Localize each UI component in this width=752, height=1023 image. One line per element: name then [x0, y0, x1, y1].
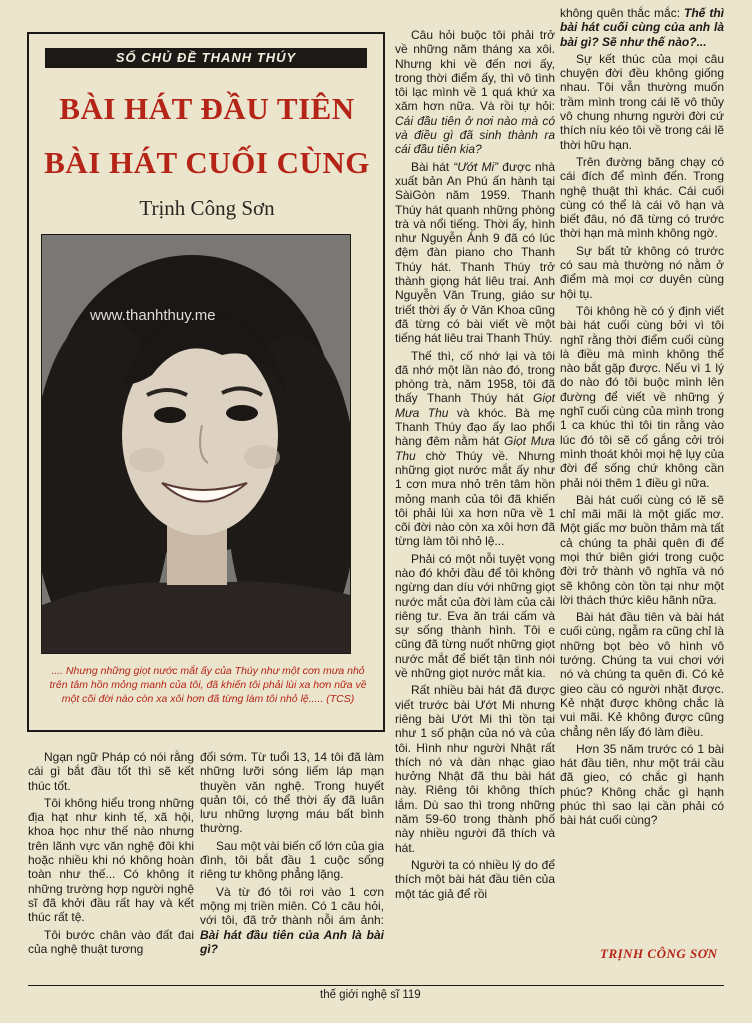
paragraph: Ngạn ngữ Pháp có nói rằng cái gì bắt đầu tốt thì sẽ kết thúc tốt.	[28, 750, 194, 793]
text-run: chờ Thúy về. Nhưng những giọt nước mắt ấy như 1 cơn mưa nhỏ trên tâm hồn mỏng manh của tôi đã khiến tôi phải lùi xa hơn nữa về 1 cõi đời nào còn xa xôi hơn đã từng làm tôi nhỏ lệ...	[395, 448, 555, 549]
paragraph	[395, 28, 555, 157]
article-column-3	[395, 28, 555, 904]
paragraph: Tôi bước chân vào đất đai của nghệ thuật tương	[28, 927, 194, 956]
author-byline: Trịnh Công Sơn	[139, 196, 275, 220]
paragraph: Tôi không hề có ý định viết bài hát cuối cùng bởi vì tôi nghĩ rằng thời điểm cuối cùng là điều mà mình không thể nào bắt gặp được. Nếu vì 1 lý do nào đó tôi buộc mình lên đường để viết về những ý nghĩ cuối cùng của mình trong 1 ca khúc thì tôi tin rằng vào lúc đó tôi sẽ cố gắng cởi trói mình thoát khỏi mọi hệ lụy của đời để sống chứ không cần phải nói thêm 1 điều gì nữa.	[560, 303, 724, 490]
footer-divider	[28, 985, 724, 986]
feature-box	[27, 32, 385, 732]
text-run: được nhà xuất bản An Phú ấn hành tại SàiGòn năm 1959. Thanh Thúy hát quanh những phòng trà và nổi tiếng. Thời ấy, hình như Nguyễn Ánh 9 đã có lúc đệm đàn piano cho Thanh Thúy hát. Thanh Thúy trở thành giọng hát liêu trai. Anh Nguyễn Văn Trung, giáo sư triết thời ấy ở Văn Khoa cũng đã từng có bài viết về một tiếng hát liêu trai Thanh Thúy.	[395, 159, 555, 346]
paragraph: Tôi không hiểu trong những địa hạt như kinh tế, xã hội, khoa học như thế nào nhưng trên lãnh vực văn nghệ đôi khi hoặc nhiều khi nó không hoàn toàn như thế... Có không ít những trường hợp người nghệ sĩ đã khởi đầu rất hay và kết thúc rất tệ.	[28, 795, 194, 925]
title-line-2: BÀI HÁT CUỐI CÙNG	[44, 145, 370, 180]
article-column-4	[560, 6, 724, 831]
paragraph: Sự bất tử không có trước có sau mà thường nó nằm ở điểm mà mọi cơ duyên cùng hội tụ.	[560, 243, 724, 301]
song-title: Giọt Mưa Thu	[395, 391, 555, 420]
emphasis-question: Thế thì bài hát cuối cùng của anh là bài gì? Sẽ như thế nào?...	[560, 6, 724, 49]
text-run: không quên thắc mắc:	[560, 6, 685, 20]
song-title: Giọt Mưa Thu	[395, 434, 555, 463]
emphasis-question: Bài hát đầu tiên của Anh là bài gì?	[200, 927, 384, 956]
photo-caption: .... Nhưng những giọt nước mắt ấy của Thúy như một cơn mưa nhỏ trên tâm hồn mỏng manh của tôi, đã khiến tôi phải lùi xa hơn nữa về một cõi đời nào còn xa xôi hơn đã từng làm tôi nhỏ lệ..... (TCS)	[49, 665, 367, 705]
series-label: SỐ CHỦ ĐỀ THANH THÚY	[45, 48, 367, 68]
emphasis-text: Cái đầu tiên ở nơi nào mà có và điều gì đã sinh thành ra cái đầu tiên kia?	[395, 113, 555, 157]
paragraph: Sự kết thúc của mọi câu chuyện đời đều không giống nhau. Tôi vẫn thường muốn trầm mình trong cái lẽ vô thủy vô chung nhưng người đời cứ thích níu kéo tôi về trong cái lẽ thời hữu hạn.	[560, 51, 724, 152]
paragraph: Trên đường băng chạy có cái đích để mình đến. Trong nghệ thuật thì khác. Cái cuối cùng có thể là cái vô hạn và biết đâu, nó đã từng có trước thời hạn mà mình không ngờ.	[560, 154, 724, 241]
text-run: Câu hỏi buộc tôi phải trở về những năm tháng xa xôi. Nhưng khi về đến nơi ấy, trong thời điểm ấy, thì vô tình tôi lạc mình về 1 quá khứ xa xăm hơn nữa. Và rồi tự hỏi:	[395, 28, 555, 114]
article-column-2	[200, 750, 384, 959]
paragraph: Phải có một nỗi tuyệt vọng nào đó khởi đầu để tôi không ngừng dan díu với những giọt nước mắt của đời làm của cải riêng tư. Eva ăn trái cấm và sự sống thành hình. Tôi e cũng đã từng nuốt những giọt nước mắt để biết tận tình nói về những giọt nước mắt kia.	[395, 551, 555, 681]
text-run: Bài hát	[411, 159, 454, 174]
watermark-text: www.thanhthuy.me	[90, 307, 216, 324]
paragraph: Sau một vài biến cố lớn của gia đình, tôi bắt đầu 1 cuộc sống riêng tư không phẳng lặng.	[200, 838, 384, 882]
paragraph	[395, 160, 555, 346]
article-column-1	[28, 750, 194, 959]
paragraph: Bài hát đầu tiên và bài hát cuối cùng, ngẫm ra cũng chỉ là những bọt bèo vô hình vô tướng. Chúng ta vui chơi với nó và chúng ta quên đi. Có kẻ gieo cầu có người nhặt được. Kẻ nhặt được không chắc là vui mãi. Kẻ không được cũng chẳng nên lấy đó làm điều.	[560, 610, 724, 739]
paragraph: đối sớm. Từ tuổi 13, 14 tôi đã làm những lưỡi sóng liếm láp mạn thuyền văn nghệ. Trong huyết quản tôi, có thể thời ấy đã luân lưu những lượng máu bất bình thường.	[200, 750, 384, 836]
title-line-1: BÀI HÁT ĐẦU TIÊN	[59, 91, 355, 126]
text-run: Thế thì, cố nhớ lại và tôi đã nhớ một lần nào đó, trong phòng trà, năm 1958, tôi đã thấy Thanh Thúy hát	[395, 348, 555, 406]
author-signature: TRỊNH CÔNG SƠN	[600, 946, 718, 961]
paragraph	[200, 885, 384, 956]
text-run: Và từ đó tôi rơi vào 1 cơn mộng mị triền miên. Có 1 câu hỏi, với tôi, đã trở thành nỗi ám ảnh:	[200, 884, 384, 928]
page-footer: thế giới nghệ sĩ 119	[320, 989, 421, 1001]
paragraph: Người ta có nhiều lý do để thích một bài hát đầu tiên của một tác giả để rồi	[395, 857, 555, 901]
paragraph: Hơn 35 năm trước có 1 bài hát đầu tiên, như một trái cầu đã gieo, có chắc gì hạnh phúc? Không chắc gì hạnh phúc thì sao lại cần phải có bài hát cuối cùng?	[560, 741, 724, 828]
paragraph: Rất nhiều bài hát đã được viết trước bài Ướt Mi nhưng riêng bài Ướt Mi thì tồn tại như 1 số phận của nó và của tôi. Hình như người Nhật rất thích nó và dàn nhạc giao hưởng Nhật đã thu bài hát này. Riêng tôi không thích lắm. Dù sao thì trong những năm 59-60 trong thành phố này nhiều người đã thích và hát.	[395, 683, 555, 855]
portrait-illustration	[42, 235, 350, 653]
paragraph	[395, 349, 555, 549]
portrait-photo	[41, 234, 351, 654]
song-title: “Ướt Mi”	[453, 159, 499, 174]
text-run: và khóc. Bà mẹ Thanh Thúy đạo ấy lao phổi hàng đêm nằm hát	[395, 405, 555, 449]
paragraph	[560, 6, 724, 49]
paragraph: Bài hát cuối cùng có lẽ sẽ chỉ mãi mãi là một giấc mơ. Một giấc mơ buồn thảm mà tất cả chúng ta phải quên đi để mọi thứ biên giới trong cuộc đời trở thành vô nghĩa và nó sẽ không còn tồn tại như một lời thách thức kiêu hãnh nữa.	[560, 492, 724, 607]
